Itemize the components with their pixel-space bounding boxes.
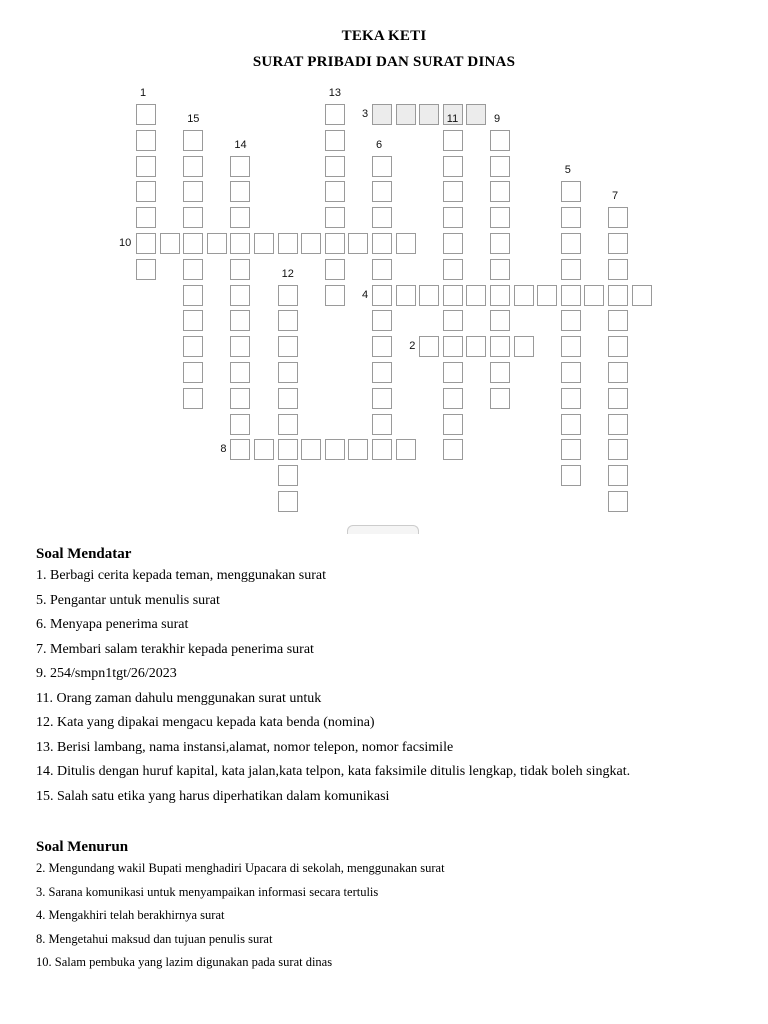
clue-across: 9. 254/smpn1tgt/26/2023 <box>36 666 177 681</box>
crossword-cell[interactable] <box>183 233 203 254</box>
crossword-cell[interactable] <box>230 259 250 280</box>
crossword-cell[interactable] <box>584 285 604 306</box>
crossword-cell[interactable] <box>301 439 321 460</box>
crossword-cell[interactable] <box>396 104 416 125</box>
crossword-cell[interactable] <box>278 310 298 331</box>
crossword-cell[interactable] <box>278 285 298 306</box>
clue-across: 13. Berisi lambang, nama instansi,alamat, nomor telepon, nomor facsimile <box>36 739 454 755</box>
crossword-cell[interactable] <box>561 414 581 435</box>
crossword-cell[interactable] <box>372 259 392 280</box>
crossword-cell[interactable] <box>443 310 463 331</box>
crossword-cell[interactable] <box>230 310 250 331</box>
clue-down: 4. Mengakhiri telah berakhirnya surat <box>36 908 225 922</box>
crossword-cell[interactable] <box>490 388 510 409</box>
crossword-cell[interactable] <box>443 156 463 177</box>
crossword-cell[interactable] <box>325 181 345 202</box>
crossword-cell[interactable] <box>608 414 628 435</box>
crossword-cell[interactable] <box>490 362 510 383</box>
clue-across: 12. Kata yang dipakai mengacu kepada kata benda (nomina) <box>36 715 375 730</box>
crossword-cell[interactable] <box>490 336 510 357</box>
crossword-cell[interactable] <box>396 439 416 460</box>
crossword-cell[interactable] <box>466 285 486 306</box>
crossword-cell[interactable] <box>278 336 298 357</box>
clues-across-heading: Soal Mendatar <box>36 546 132 562</box>
crossword-cell[interactable] <box>136 181 156 202</box>
crossword-cell[interactable] <box>278 362 298 383</box>
clue-number-2: 2 <box>409 340 416 353</box>
worksheet-subtitle: SURAT PRIBADI DAN SURAT DINAS <box>252 54 516 70</box>
crossword-cell[interactable] <box>372 104 392 125</box>
worksheet-title: TEKA KETI <box>341 28 427 44</box>
crossword-cell[interactable] <box>348 439 368 460</box>
crossword-cell[interactable] <box>301 233 321 254</box>
crossword-cell[interactable] <box>230 336 250 357</box>
crossword-cell[interactable] <box>608 491 628 512</box>
crossword-cell[interactable] <box>230 439 250 460</box>
crossword-cell[interactable] <box>183 388 203 409</box>
crossword-cell[interactable] <box>136 207 156 228</box>
crossword-cell[interactable] <box>207 233 227 254</box>
clue-across: 6. Menyapa penerima surat <box>36 617 189 632</box>
crossword-cell[interactable] <box>325 285 345 306</box>
crossword-cell[interactable] <box>443 414 463 435</box>
crossword-cell[interactable] <box>514 285 534 306</box>
crossword-cell[interactable] <box>372 414 392 435</box>
crossword-cell[interactable] <box>561 465 581 486</box>
clue-number-10: 10 <box>119 237 132 249</box>
clue-number-9: 9 <box>494 112 501 125</box>
crossword-cell[interactable] <box>372 310 392 331</box>
crossword-cell[interactable] <box>278 233 298 254</box>
clues-down <box>36 838 756 978</box>
clue-list-down <box>36 860 756 978</box>
crossword-cell[interactable] <box>183 156 203 177</box>
crossword-cell[interactable] <box>230 156 250 177</box>
crossword-cell[interactable] <box>136 104 156 125</box>
crossword-cell[interactable] <box>372 181 392 202</box>
crossword-cell[interactable] <box>136 233 156 254</box>
crossword-cell[interactable] <box>136 259 156 280</box>
crossword-cell[interactable] <box>632 285 652 306</box>
clue-number-4: 4 <box>362 288 369 301</box>
crossword-cell[interactable] <box>372 207 392 228</box>
crossword-cell[interactable] <box>136 130 156 151</box>
clue-number-1: 1 <box>140 87 147 99</box>
crossword-cell[interactable] <box>278 388 298 409</box>
crossword-cell[interactable] <box>396 233 416 254</box>
crossword-cell[interactable] <box>278 465 298 486</box>
clue-down: 10. Salam pembuka yang lazim digunakan pada surat dinas <box>36 955 333 969</box>
crossword-cell[interactable] <box>561 207 581 228</box>
crossword-cell[interactable] <box>443 259 463 280</box>
crossword-cell[interactable] <box>608 207 628 228</box>
crossword-cell[interactable] <box>325 439 345 460</box>
clue-number-11: 11 <box>446 112 459 125</box>
clue-down: 2. Mengundang wakil Bupati menghadiri Upacara di sekolah, menggunakan surat <box>36 861 445 875</box>
clue-across: 11. Orang zaman dahulu menggunakan surat untuk <box>36 690 322 706</box>
crossword-cell[interactable] <box>443 130 463 151</box>
crossword-cell[interactable] <box>419 104 439 125</box>
crossword-cell[interactable] <box>490 207 510 228</box>
crossword-cell[interactable] <box>325 130 345 151</box>
crossword-cell[interactable] <box>443 439 463 460</box>
crossword-cell[interactable] <box>608 362 628 383</box>
clue-across: 7. Membari salam terakhir kepada penerima surat <box>36 641 314 657</box>
crossword-cell[interactable] <box>396 285 416 306</box>
crossword-cell[interactable] <box>561 439 581 460</box>
crossword-cell[interactable] <box>608 465 628 486</box>
crossword-cell[interactable] <box>348 233 368 254</box>
crossword-cell[interactable] <box>608 336 628 357</box>
crossword-cell[interactable] <box>278 414 298 435</box>
clues-across <box>36 545 756 812</box>
crossword-cell[interactable] <box>230 285 250 306</box>
crossword-cell[interactable] <box>230 233 250 254</box>
crossword-cell[interactable] <box>278 491 298 512</box>
crossword-cell[interactable] <box>372 233 392 254</box>
crossword-cell[interactable] <box>183 259 203 280</box>
crossword-cell[interactable] <box>443 285 463 306</box>
crossword-cell[interactable] <box>490 310 510 331</box>
crossword-cell[interactable] <box>160 233 180 254</box>
crossword-cell[interactable] <box>372 439 392 460</box>
crossword-cell[interactable] <box>419 336 439 357</box>
crossword-cell[interactable] <box>608 259 628 280</box>
crossword-cell[interactable] <box>136 156 156 177</box>
crossword-cell[interactable] <box>561 388 581 409</box>
clue-down: 3. Sarana komunikasi untuk menyampaikan informasi secara tertulis <box>36 884 379 899</box>
crossword-cell[interactable] <box>443 388 463 409</box>
clue-number-5: 5 <box>564 164 571 177</box>
crossword-cell[interactable] <box>325 104 345 125</box>
crossword-cell[interactable] <box>372 336 392 357</box>
clue-list-across <box>36 567 756 812</box>
clue-number-8: 8 <box>220 443 227 456</box>
crossword-cell[interactable] <box>443 362 463 383</box>
clue-number-14: 14 <box>234 138 247 151</box>
crossword-cell[interactable] <box>608 439 628 460</box>
crossword-cell[interactable] <box>372 156 392 177</box>
crossword-cell[interactable] <box>490 156 510 177</box>
clue-number-13: 13 <box>328 87 342 99</box>
crossword-cell[interactable] <box>608 285 628 306</box>
crossword-cell[interactable] <box>372 388 392 409</box>
crossword-cell[interactable] <box>490 259 510 280</box>
crossword-cell[interactable] <box>466 104 486 125</box>
crossword-cell[interactable] <box>254 233 274 254</box>
crossword-cell[interactable] <box>466 336 486 357</box>
crossword-cell[interactable] <box>372 362 392 383</box>
crossword-cell[interactable] <box>608 233 628 254</box>
crossword-cell[interactable] <box>490 181 510 202</box>
crossword-cell[interactable] <box>183 207 203 228</box>
crossword-cell[interactable] <box>443 181 463 202</box>
crossword-cell[interactable] <box>183 362 203 383</box>
crossword-cell[interactable] <box>183 310 203 331</box>
crossword-cell[interactable] <box>443 336 463 357</box>
crossword-cell[interactable] <box>372 285 392 306</box>
crossword-cell[interactable] <box>561 181 581 202</box>
crossword-cell[interactable] <box>254 439 274 460</box>
clue-number-15: 15 <box>187 112 200 125</box>
crossword-cell[interactable] <box>325 156 345 177</box>
crossword-cell[interactable] <box>230 207 250 228</box>
crossword-cell[interactable] <box>490 285 510 306</box>
crossword-cell[interactable] <box>230 181 250 202</box>
crossword-cell[interactable] <box>608 388 628 409</box>
crossword-cell[interactable] <box>183 336 203 357</box>
clue-across: 1. Berbagi cerita kepada teman, menggunakan surat <box>36 568 326 583</box>
grid-scroll-tab[interactable] <box>347 525 419 534</box>
crossword-cell[interactable] <box>561 285 581 306</box>
crossword-cell[interactable] <box>325 207 345 228</box>
crossword-cell[interactable] <box>490 130 510 151</box>
crossword-cell[interactable] <box>561 310 581 331</box>
crossword-cell[interactable] <box>561 336 581 357</box>
clue-number-12: 12 <box>281 267 294 280</box>
crossword-cell[interactable] <box>230 388 250 409</box>
crossword-cell[interactable] <box>230 414 250 435</box>
crossword-cell[interactable] <box>230 362 250 383</box>
crossword-cell[interactable] <box>419 285 439 306</box>
crossword-cell[interactable] <box>561 259 581 280</box>
crossword-cell[interactable] <box>514 336 534 357</box>
crossword-cell[interactable] <box>537 285 557 306</box>
clue-across: 15. Salah satu etika yang harus diperhatikan dalam komunikasi <box>36 788 390 804</box>
crossword-cell[interactable] <box>443 233 463 254</box>
crossword-cell[interactable] <box>183 130 203 151</box>
clue-number-7: 7 <box>612 190 619 203</box>
clue-number-3: 3 <box>362 108 369 120</box>
clue-number-6: 6 <box>376 138 383 151</box>
crossword-cell[interactable] <box>561 233 581 254</box>
clue-across: 5. Pengantar untuk menulis surat <box>36 592 220 608</box>
crossword-cell[interactable] <box>183 285 203 306</box>
crossword-cell[interactable] <box>490 233 510 254</box>
crossword-cell[interactable] <box>325 233 345 254</box>
crossword-cell[interactable] <box>278 439 298 460</box>
crossword-cell[interactable] <box>325 259 345 280</box>
crossword-cell[interactable] <box>183 181 203 202</box>
crossword-cell[interactable] <box>561 362 581 383</box>
clue-down: 8. Mengetahui maksud dan tujuan penulis surat <box>36 931 273 946</box>
crossword-cell[interactable] <box>443 207 463 228</box>
clues-down-heading: Soal Menurun <box>36 839 129 855</box>
clue-across: 14. Ditulis dengan huruf kapital, kata jalan,kata telpon, kata faksimile ditulis lengkap, tidak boleh singkat. <box>36 764 631 779</box>
crossword-cell[interactable] <box>608 310 628 331</box>
